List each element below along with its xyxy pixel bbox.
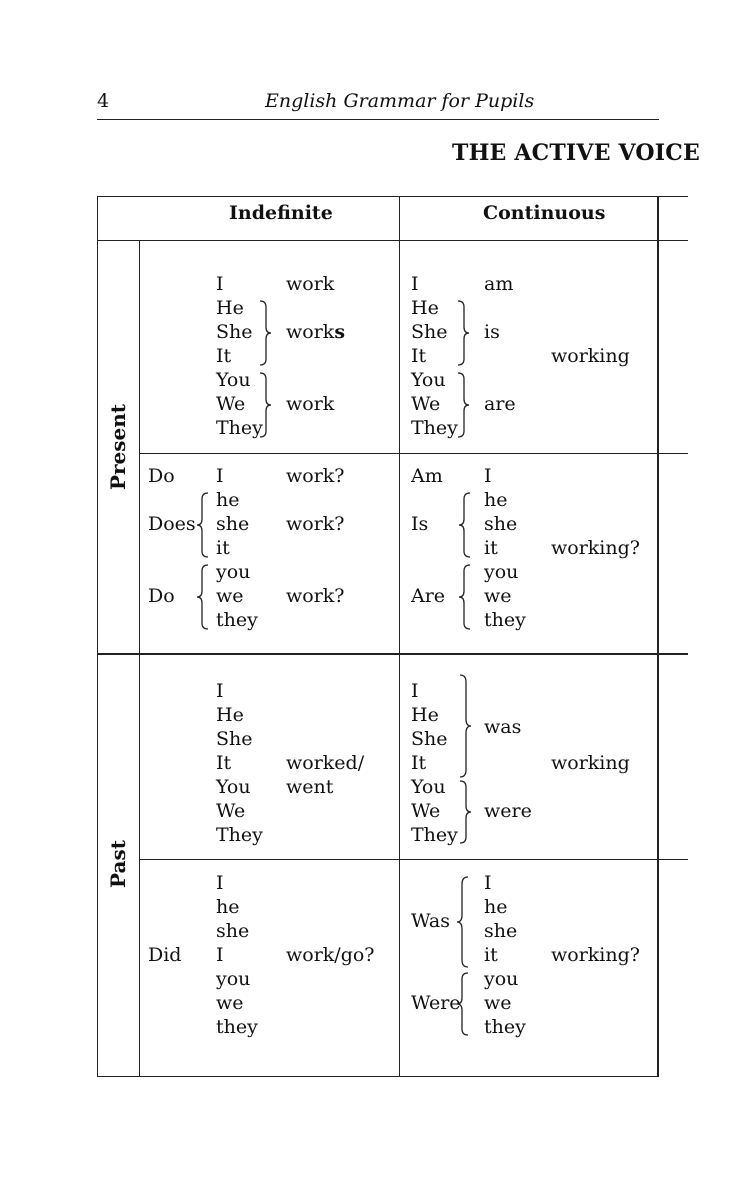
verb-he — [286, 320, 345, 344]
pronoun: It — [216, 752, 232, 774]
aux-am: am — [484, 273, 514, 295]
pronoun: He — [411, 297, 439, 319]
aux-was: Was — [411, 910, 450, 932]
pronoun: You — [411, 369, 446, 391]
pronoun: you — [216, 561, 251, 583]
pronoun: it — [484, 537, 498, 559]
participle: working — [551, 752, 630, 774]
verb-question: work/go? — [286, 944, 375, 966]
aux-are: are — [484, 393, 516, 415]
pronoun: They — [411, 417, 458, 439]
pronoun: she — [216, 513, 250, 535]
left-brace-icon — [458, 492, 472, 558]
pronoun: he — [484, 489, 508, 511]
aux-is: is — [484, 321, 500, 343]
row-label-past: Past — [106, 840, 130, 888]
right-brace-icon — [458, 674, 472, 778]
pronoun: we — [216, 992, 244, 1014]
aux-is: Is — [411, 513, 429, 535]
pronoun: you — [216, 968, 251, 990]
pronoun: I — [216, 872, 224, 894]
pronoun: I — [484, 465, 492, 487]
verb-he-stem: work — [286, 321, 335, 343]
pronoun: we — [216, 585, 244, 607]
pronoun: I — [216, 273, 224, 295]
pronoun: You — [216, 776, 251, 798]
pronoun: she — [216, 920, 250, 942]
participle: working — [551, 345, 630, 367]
present-divider — [139, 453, 688, 454]
aux-am: Am — [411, 465, 443, 487]
header-rule — [97, 119, 659, 120]
aux-was: was — [484, 716, 522, 738]
table-left-border — [97, 196, 98, 1077]
pronoun: she — [484, 513, 518, 535]
verb-past: went — [286, 776, 334, 798]
page-number: 4 — [97, 90, 110, 112]
verb-plural: work — [286, 393, 335, 415]
header-bottom-border — [97, 240, 688, 241]
verb-i: work — [286, 273, 335, 295]
aux-do: Do — [148, 585, 175, 607]
pronoun: he — [484, 896, 508, 918]
pronoun: They — [216, 417, 263, 439]
right-column-border — [657, 196, 659, 1077]
pronoun: We — [216, 800, 246, 822]
left-brace-icon — [456, 876, 470, 968]
aux-does: Does — [148, 513, 196, 535]
pronoun: it — [216, 537, 230, 559]
pronoun: He — [216, 704, 244, 726]
pronoun: She — [216, 321, 253, 343]
running-title: English Grammar for Pupils — [265, 90, 535, 112]
verb-he-ending: s — [334, 321, 346, 343]
right-brace-icon — [458, 780, 472, 844]
left-brace-icon — [458, 564, 472, 630]
aux-are: Are — [411, 585, 446, 607]
past-divider — [139, 859, 688, 860]
right-brace-icon — [456, 300, 470, 366]
right-brace-icon — [258, 372, 272, 438]
aux-were: were — [484, 800, 532, 822]
left-brace-icon — [196, 564, 210, 630]
column-header-indefinite: Indefinite — [229, 202, 333, 224]
column-divider — [399, 196, 400, 1077]
pronoun: They — [216, 824, 263, 846]
pronoun: I — [216, 680, 224, 702]
verb-question: work? — [286, 465, 345, 487]
right-brace-icon — [456, 372, 470, 438]
table-top-border — [97, 196, 688, 197]
page-title: THE ACTIVE VOICE — [452, 140, 700, 166]
left-brace-icon — [456, 972, 470, 1036]
pronoun: You — [216, 369, 251, 391]
verb-question: work? — [286, 513, 345, 535]
pronoun: We — [216, 393, 246, 415]
pronoun: we — [484, 585, 512, 607]
pronoun: She — [216, 728, 253, 750]
pronoun: He — [411, 704, 439, 726]
pronoun: they — [484, 609, 526, 631]
left-brace-icon — [196, 492, 210, 558]
pronoun: It — [411, 345, 427, 367]
pronoun: they — [484, 1016, 526, 1038]
pronoun: She — [411, 321, 448, 343]
pronoun: I — [484, 872, 492, 894]
pronoun: You — [411, 776, 446, 798]
column-header-continuous: Continuous — [483, 202, 606, 224]
aux-did: Did — [148, 944, 182, 966]
aux-were: Were — [411, 992, 461, 1014]
pronoun: we — [484, 992, 512, 1014]
pronoun: they — [216, 609, 258, 631]
pronoun: He — [216, 297, 244, 319]
pronoun: you — [484, 968, 519, 990]
pronoun: it — [484, 944, 498, 966]
pronoun: It — [411, 752, 427, 774]
participle: working? — [551, 537, 640, 559]
verb-question: work? — [286, 585, 345, 607]
pronoun: she — [484, 920, 518, 942]
pronoun: I — [411, 680, 419, 702]
row-label-present: Present — [106, 403, 130, 491]
right-brace-icon — [258, 300, 272, 366]
pronoun: It — [216, 345, 232, 367]
pronoun: he — [216, 896, 240, 918]
present-past-border — [97, 653, 688, 655]
participle: working? — [551, 944, 640, 966]
aux-do: Do — [148, 465, 175, 487]
pronoun: I — [216, 465, 224, 487]
pronoun: They — [411, 824, 458, 846]
pronoun: you — [484, 561, 519, 583]
pronoun: I — [216, 944, 224, 966]
pronoun: We — [411, 800, 441, 822]
verb-past: worked/ — [286, 752, 365, 774]
pronoun: they — [216, 1016, 258, 1038]
pronoun: I — [411, 273, 419, 295]
pronoun: She — [411, 728, 448, 750]
pronoun: We — [411, 393, 441, 415]
row-label-border — [139, 240, 140, 1077]
pronoun: he — [216, 489, 240, 511]
table-bottom-border — [97, 1076, 658, 1077]
